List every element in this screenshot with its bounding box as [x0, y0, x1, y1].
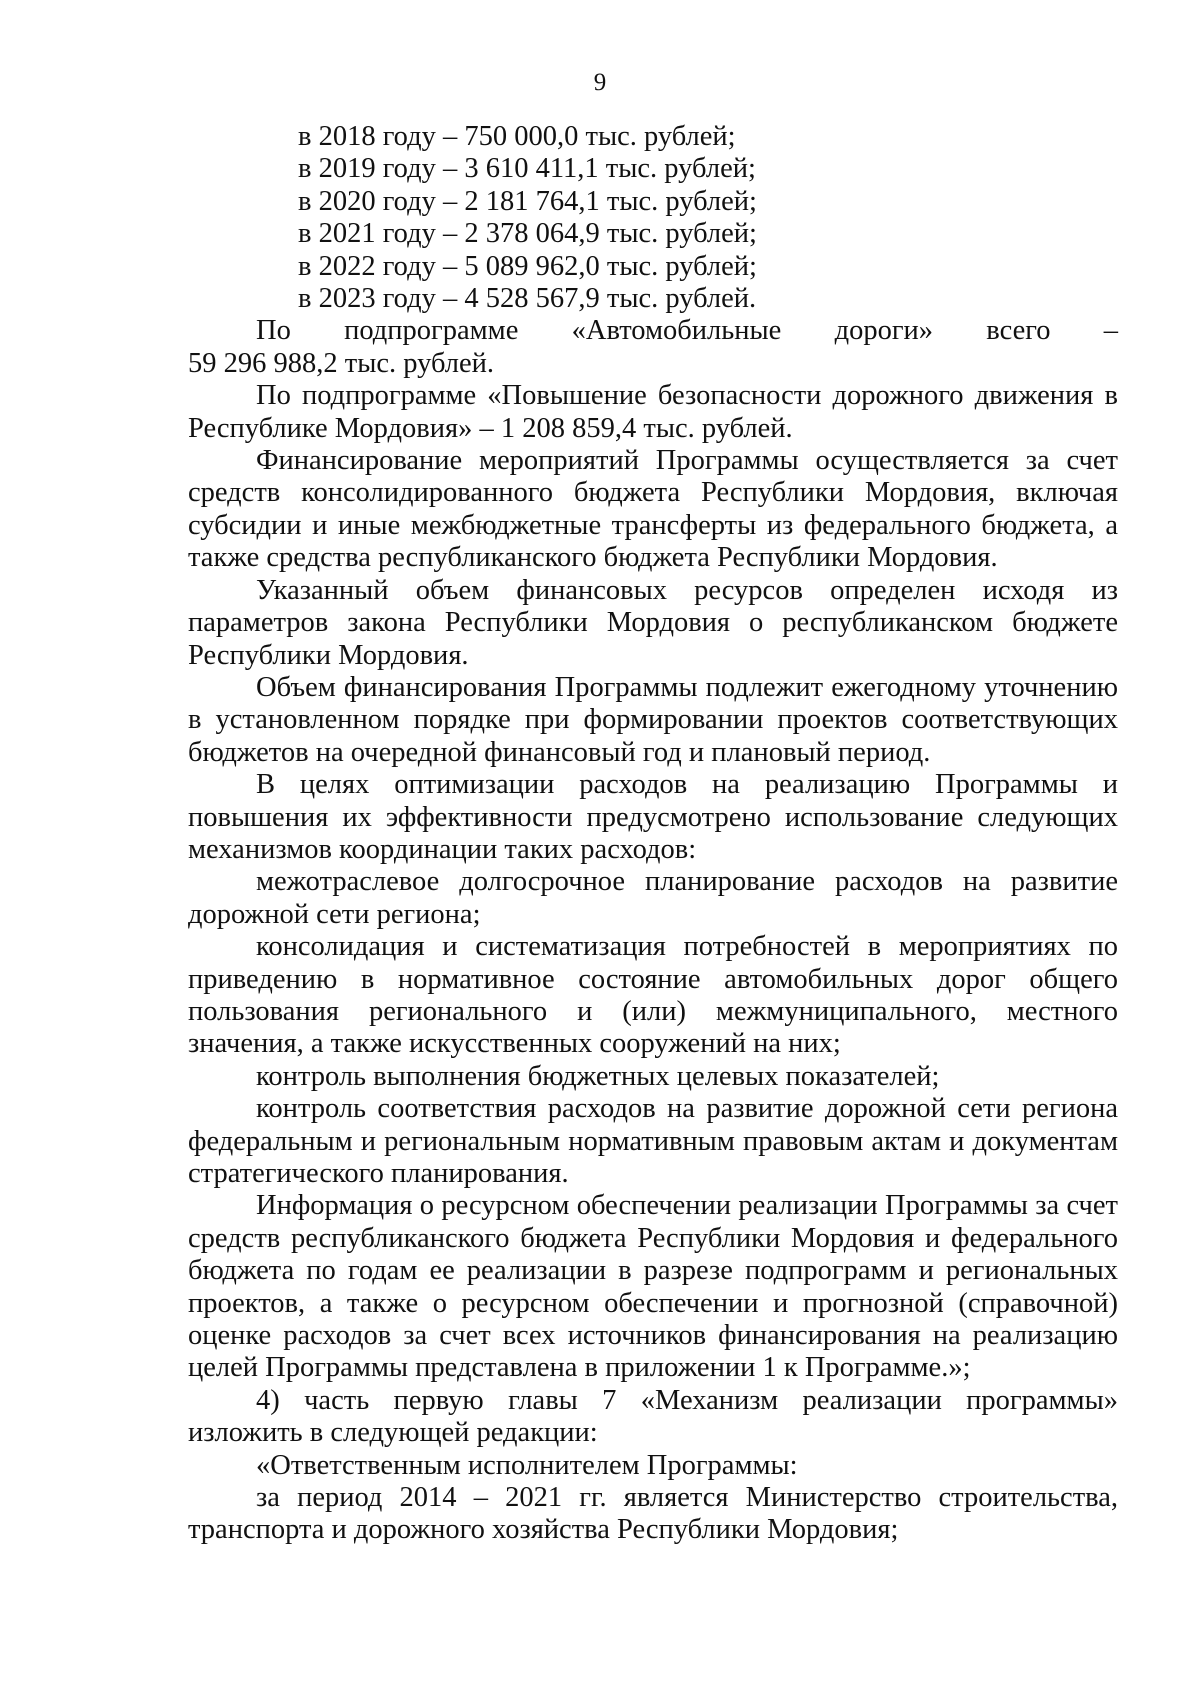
subprogram-safety-paragraph: По подпрограмме «Повышение безопасности дорожного движения в Республике Мордовия» – 1 208 859,4 тыс. рублей. [188, 380, 1118, 444]
funding-year-2019: в 2019 году – 3 610 411,1 тыс. рублей; [298, 153, 756, 185]
funding-year-2018: в 2018 году – 750 000,0 тыс. рублей; [298, 121, 736, 152]
funding-year-2022: в 2022 году – 5 089 962,0 тыс. рублей; [298, 250, 757, 282]
funding-year-2021: в 2021 году – 2 378 064,9 тыс. рублей; [298, 218, 757, 250]
responsible-executor-intro: «Ответственным исполнителем Программы: [256, 1449, 798, 1481]
financing-source-paragraph: Финансирование мероприятий Программы осуществляется за счет средств консолидированного бюджета Республики Мордовия, включая субсидии и иные межбюджетные трансферты из федерального бюджета, а также средства республиканского бюджета Республики Мордовия. [188, 445, 1118, 574]
optimization-intro-paragraph: В целях оптимизации расходов на реализацию Программы и повышения их эффективности предусмотрено использование следующих механизмов координации таких расходов: [188, 769, 1118, 865]
mechanism-item: консолидация и систематизация потребностей в мероприятиях по приведению в нормативное состояние автомобильных дорог общего пользования регионального и (или) межмуниципального, местного значения, а также искусственных сооружений на них; [188, 931, 1118, 1060]
responsible-executor-period: за период 2014 – 2021 гг. является Министерство строительства, транспорта и дорожного хозяйства Республики Мордовия; [188, 1482, 1118, 1546]
annual-refinement-paragraph: Объем финансирования Программы подлежит ежегодному уточнению в установленном порядке при формировании проектов соответствующих бюджетов на очередной финансовый год и плановый период. [188, 671, 1118, 768]
funding-year-2020: в 2020 году – 2 181 764,1 тыс. рублей; [298, 185, 757, 217]
document-body [188, 121, 1118, 1547]
page-number: 9 [593, 69, 607, 96]
mechanism-item: контроль соответствия расходов на развитие дорожной сети региона федеральным и региональным нормативным правовым актам и документам стратегического планирования. [188, 1093, 1118, 1189]
funding-year-2023: в 2023 году – 4 528 567,9 тыс. рублей. [298, 283, 757, 315]
subprogram-roads-line1: По подпрограмме «Автомобильные дороги» всего – [256, 315, 1118, 347]
subprogram-roads-line2: 59 296 988,2 тыс. рублей. [188, 347, 495, 379]
amendment-item-4: 4) часть первую главы 7 «Механизм реализации программы» изложить в следующей редакции: [188, 1384, 1118, 1449]
volume-determined-paragraph: Указанный объем финансовых ресурсов определен исходя из параметров закона Республики Мордовия о республиканском бюджете Республики Мордовия. [188, 574, 1118, 671]
resource-info-paragraph: Информация о ресурсном обеспечении реализации Программы за счет средств республиканского бюджета Республики Мордовия и федерального бюджета по годам ее реализации в разрезе подпрограмм и региональных проектов, а также о ресурсном обеспечении и прогнозной (справочной) оценке расходов за счет всех источников финансирования на реализацию целей Программы представлена в приложении 1 к Программе.»; [188, 1190, 1118, 1384]
mechanism-item: контроль выполнения бюджетных целевых показателей; [256, 1060, 940, 1092]
mechanism-item: межотраслевое долгосрочное планирование расходов на развитие дорожной сети региона; [188, 866, 1118, 930]
